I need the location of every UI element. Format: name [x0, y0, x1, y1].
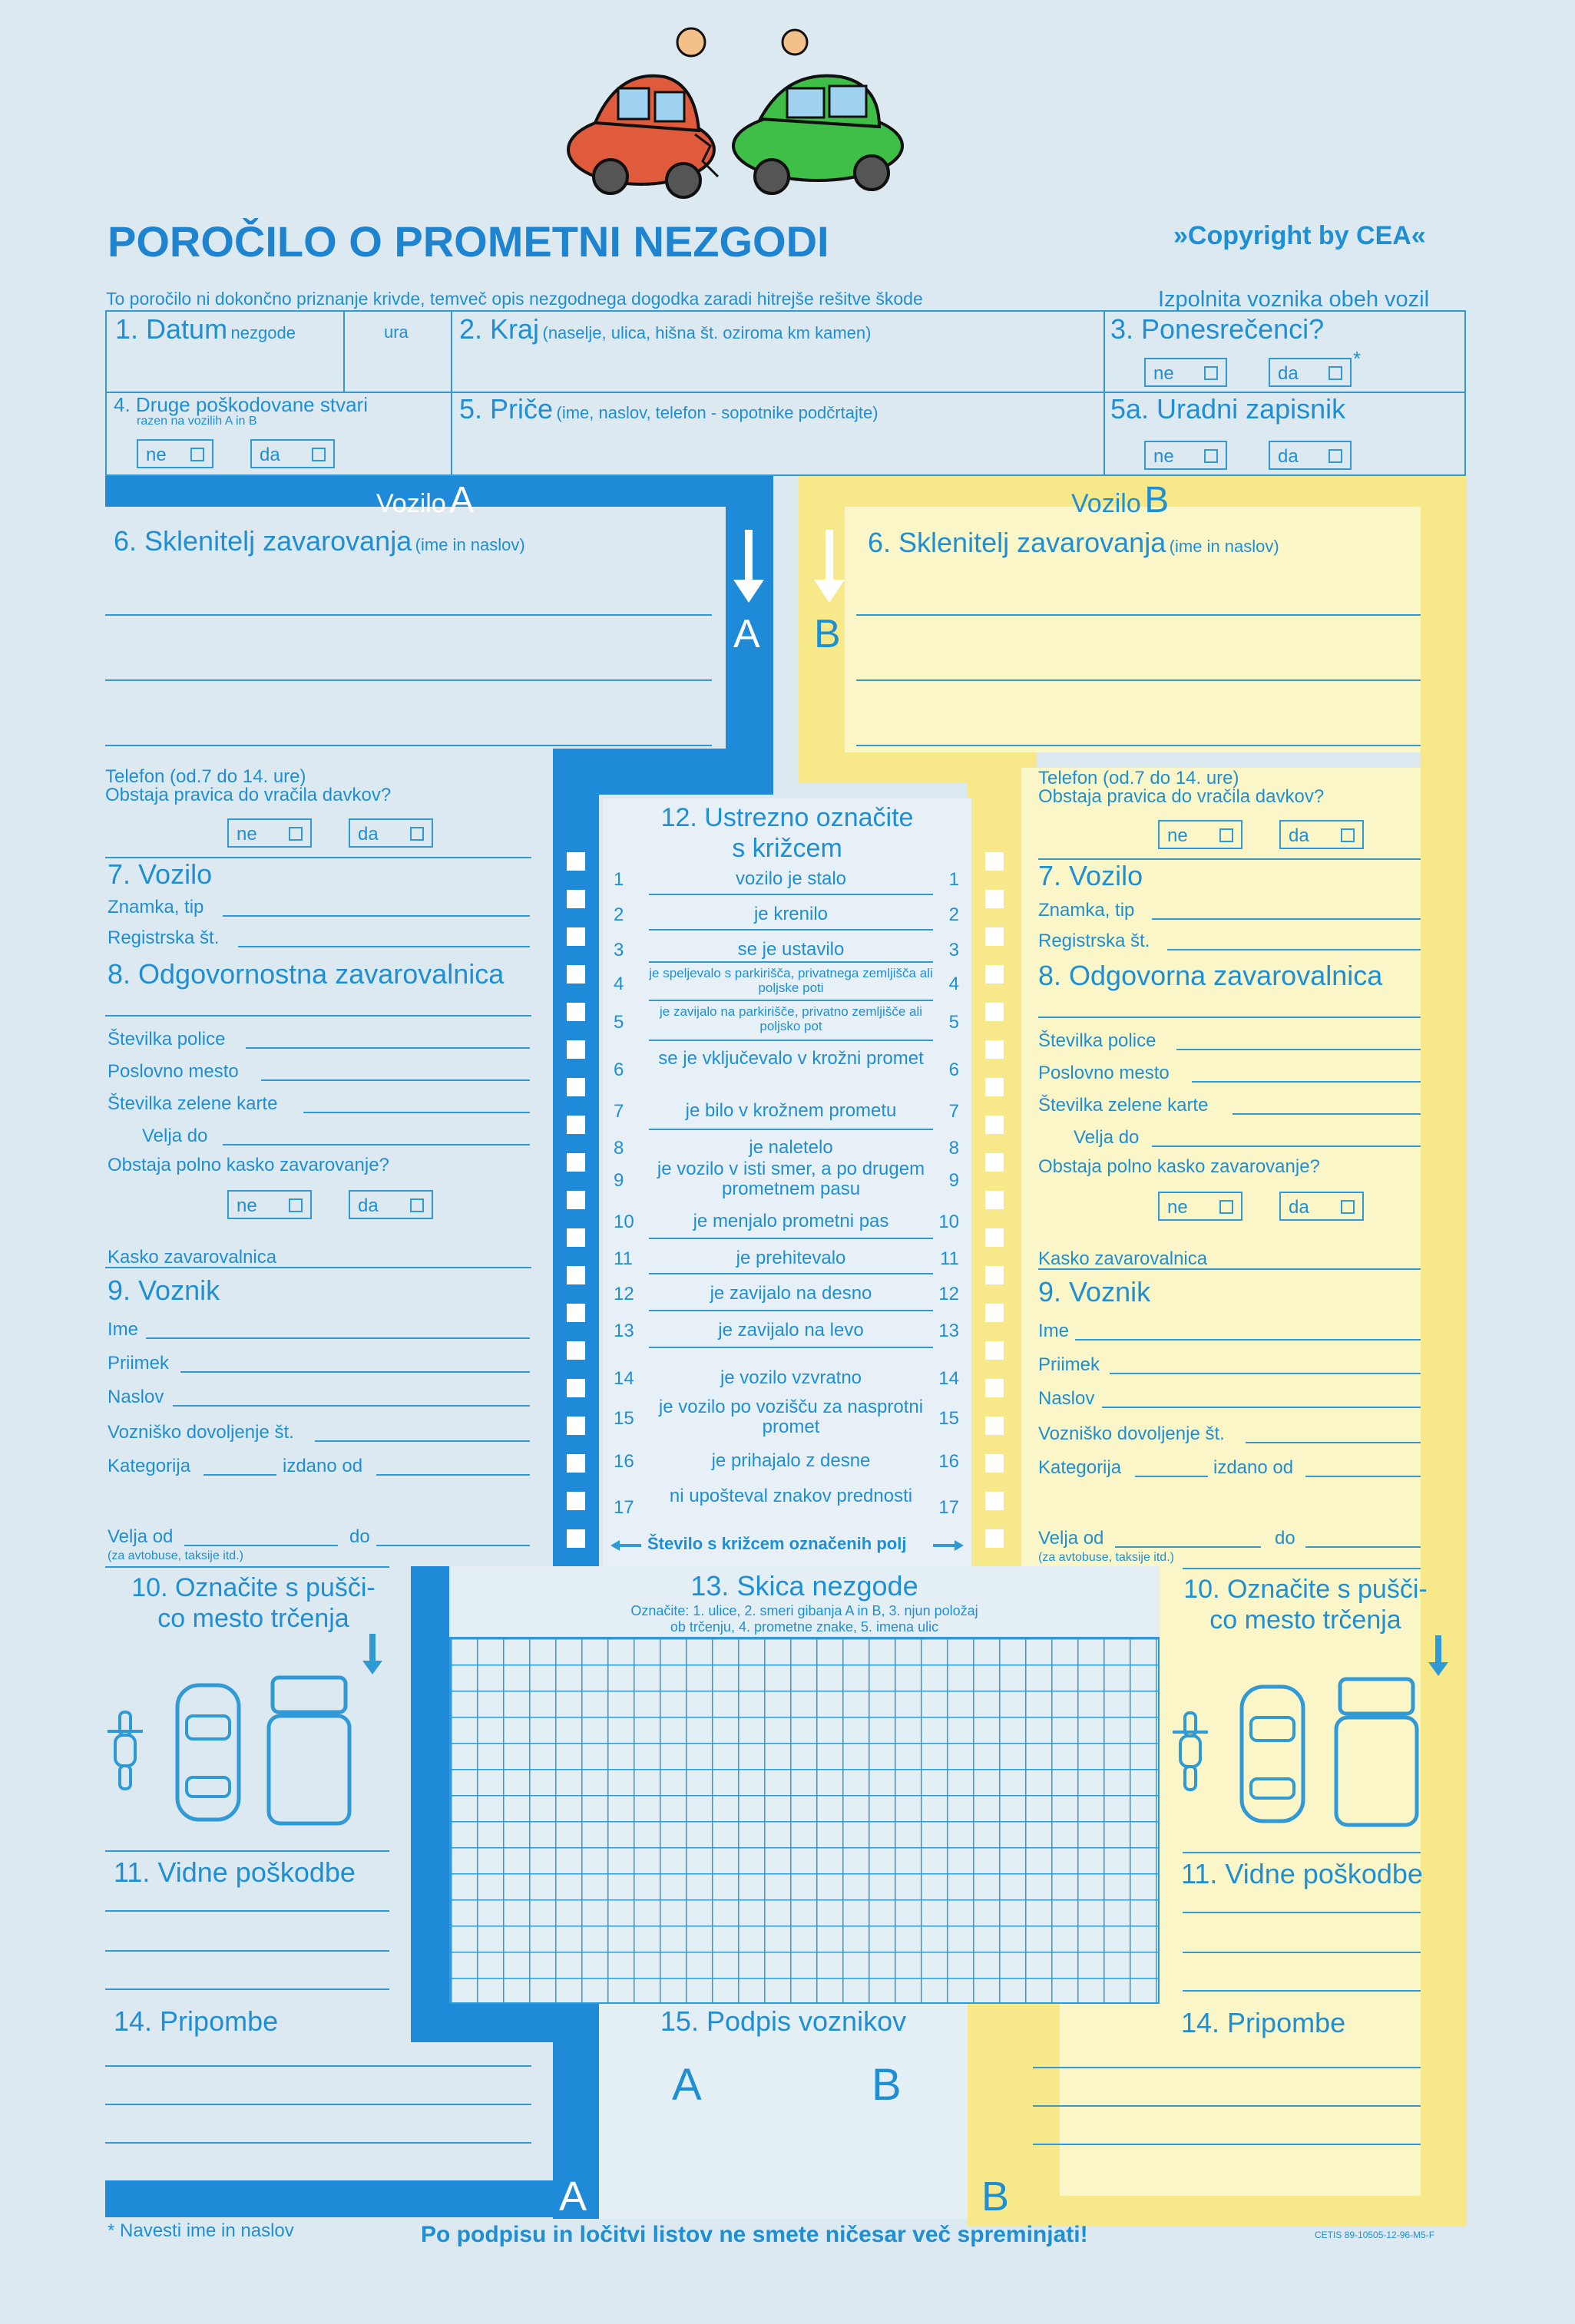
a-impact-arrow-icon: [361, 1634, 384, 1676]
b-vat-no-checkbox[interactable]: ne: [1158, 820, 1242, 849]
b-visible-damage: 11. Vidne poškodbe: [1181, 1858, 1423, 1889]
band-letter-b: B: [981, 2174, 1010, 2220]
a-address-label: Naslov: [108, 1387, 164, 1407]
b-green-card-label: Številka zelene karte: [1038, 1095, 1209, 1116]
field-5a-official-record: 5a. Uradni zapisnik: [1110, 393, 1346, 425]
a-vehicle-section: 7. Vozilo: [108, 858, 213, 890]
circumstance-6[interactable]: 6 se je vključevalo v krožni promet 6: [614, 1048, 959, 1080]
sketch-title: 13. Skica nezgode: [690, 1570, 918, 1602]
circumstance-15[interactable]: 15 je vozilo po vozišču za nasprotni promet 15: [614, 1397, 959, 1437]
b-motorcycle-icon[interactable]: [1171, 1709, 1209, 1793]
arrow-left-icon: [610, 1540, 641, 1551]
signature-a-field[interactable]: A: [672, 2060, 702, 2110]
a-kasko-no-checkbox[interactable]: ne: [227, 1190, 312, 1219]
circumstance-17[interactable]: 17 ni upošteval znakov prednosti 17: [614, 1486, 959, 1518]
circumstance-16[interactable]: 16 je prihajalo z desne 16: [614, 1450, 959, 1472]
a-surname-label: Priimek: [108, 1353, 170, 1374]
arrow-right-icon: [933, 1540, 964, 1551]
a-reg-label: Registrska št.: [108, 927, 220, 948]
b-vat-yes-checkbox[interactable]: da: [1279, 820, 1364, 849]
injured-yes-checkbox[interactable]: da: [1269, 358, 1352, 387]
disclaimer-text: To poročilo ni dokončno priznanje krivde, temveč opis nezgodnega dogodka zaradi hitrejše rešitve škode: [106, 289, 923, 309]
circumstance-14[interactable]: 14 je vozilo vzvratno 14: [614, 1367, 959, 1389]
a-valid-label: Velja do: [142, 1126, 208, 1146]
b-vehicle-section: 7. Vozilo: [1038, 860, 1143, 891]
a-truck-icon[interactable]: [265, 1674, 353, 1827]
field-4-sub: razen na vozilih A in B: [137, 415, 257, 428]
b-issued-label: izdano od: [1213, 1457, 1294, 1478]
b-car-icon[interactable]: [1238, 1683, 1307, 1825]
b-driver-section: 9. Voznik: [1038, 1276, 1151, 1307]
circumstances-title: 12. Ustrezno označite s križcem: [660, 803, 914, 863]
a-green-card-label: Številka zelene karte: [108, 1093, 278, 1114]
a-insurer-section: 8. Odgovornostna zavarovalnica: [108, 958, 505, 990]
circumstance-12[interactable]: 12 je zavijalo na desno 12: [614, 1283, 959, 1304]
a-impact-point-title: 10. Označite s pušči- co mesto trčenja: [131, 1573, 376, 1633]
field-1-date[interactable]: 1. Datum nezgode: [115, 313, 296, 345]
circumstance-4[interactable]: 4 je speljevalo s parkirišča, privatnega zemljišča ali poljske poti 4: [614, 966, 959, 995]
arrow-down-b-icon: [810, 530, 849, 607]
injured-no-checkbox[interactable]: ne: [1144, 358, 1227, 387]
b-category-label: Kategorija: [1038, 1457, 1122, 1478]
b-name-label: Ime: [1038, 1321, 1070, 1341]
a-bus-note: (za avtobuse, taksije itd.): [108, 1549, 243, 1562]
b-surname-label: Priimek: [1038, 1354, 1100, 1375]
b-vat-question: Obstaja pravica do vračila davkov?: [1038, 786, 1325, 807]
sketch-note: Označite: 1. ulice, 2. smeri gibanja A in B, 3. njun položaj ob trčenju, 4. prometne znake, 5. imena ulic: [630, 1603, 978, 1635]
band-letter-a: A: [559, 2174, 587, 2220]
a-phone[interactable]: Telefon (od.7 do 14. ure): [105, 766, 306, 787]
a-kasko-insurer-label: Kasko zavarovalnica: [108, 1247, 277, 1268]
circumstance-9[interactable]: 9 je vozilo v isti smer, a po drugem prometnem pasu 9: [614, 1159, 959, 1199]
a-policy-label: Številka police: [108, 1029, 226, 1050]
marked-count-label: Število s križcem označenih polj: [647, 1534, 907, 1553]
a-driver-section: 9. Voznik: [108, 1274, 220, 1306]
field-3-injured: 3. Ponesrečenci?: [1110, 313, 1325, 345]
circumstance-2[interactable]: 2 je krenilo 2: [614, 904, 959, 925]
a-policyholder[interactable]: 6. Sklenitelj zavarovanja (ime in naslov): [114, 525, 525, 557]
other-damage-no-checkbox[interactable]: ne: [137, 439, 213, 468]
b-policy-label: Številka police: [1038, 1030, 1156, 1051]
b-kasko-insurer-label: Kasko zavarovalnica: [1038, 1248, 1208, 1269]
circumstance-11[interactable]: 11 je prehitevalo 11: [614, 1248, 959, 1269]
b-impact-point-title: 10. Označite s pušči- co mesto trčenja: [1183, 1575, 1428, 1635]
footer-note: * Navesti ime in naslov: [108, 2220, 294, 2241]
b-policyholder[interactable]: 6. Sklenitelj zavarovanja (ime in naslov): [868, 527, 1279, 558]
a-kasko-yes-checkbox[interactable]: da: [349, 1190, 433, 1219]
crashed-cars-illustration: [564, 23, 925, 207]
b-phone[interactable]: Telefon (od.7 do 14. ure): [1038, 768, 1239, 788]
sketch-panel: [449, 1566, 1160, 2004]
a-to-label: do: [349, 1526, 370, 1547]
field-2-place[interactable]: 2. Kraj (naselje, ulica, hišna št. oziroma km kamen): [459, 313, 872, 345]
a-kasko-question: Obstaja polno kasko zavarovanje?: [108, 1155, 389, 1175]
vehicle-a-letter-marker: A: [733, 612, 760, 656]
b-reg-label: Registrska št.: [1038, 931, 1150, 951]
a-license-label: Vozniško dovoljenje št.: [108, 1422, 294, 1443]
vehicle-a-header: Vozilo A: [376, 480, 475, 521]
circumstance-8[interactable]: 8 je naletelo 8: [614, 1137, 959, 1159]
b-bus-note: (za avtobuse, taksije itd.): [1038, 1551, 1174, 1564]
signature-b-field[interactable]: B: [872, 2060, 902, 2110]
field-1-time[interactable]: ura: [384, 322, 409, 342]
b-kasko-yes-checkbox[interactable]: da: [1279, 1192, 1364, 1221]
a-motorcycle-icon[interactable]: [106, 1708, 144, 1793]
marked-count-row[interactable]: [610, 1534, 964, 1557]
b-license-label: Vozniško dovoljenje št.: [1038, 1423, 1225, 1444]
vehicle-b-header: Vozilo B: [1071, 480, 1170, 521]
b-impact-arrow-icon: [1427, 1635, 1450, 1678]
sketch-grid[interactable]: [449, 1637, 1160, 2004]
field-4-other-damage: 4. Druge poškodovane stvari: [114, 393, 368, 416]
copyright-label: »Copyright by CEA«: [1173, 221, 1426, 250]
signature-title: 15. Podpis voznikov: [660, 2005, 907, 2037]
b-insurer-section: 8. Odgovorna zavarovalnica: [1038, 960, 1383, 991]
other-damage-yes-checkbox[interactable]: da: [250, 439, 335, 468]
b-remarks: 14. Pripombe: [1181, 2007, 1346, 2038]
arrow-down-a-icon: [730, 530, 768, 607]
b-truck-icon[interactable]: [1332, 1675, 1421, 1829]
a-issued-label: izdano od: [283, 1456, 363, 1476]
field-5-witnesses[interactable]: 5. Priče (ime, naslov, telefon - sopotnike podčrtajte): [459, 393, 878, 425]
record-yes-checkbox[interactable]: da: [1269, 441, 1352, 470]
circumstance-13[interactable]: 13 je zavijalo na levo 13: [614, 1320, 959, 1341]
a-make-label: Znamka, tip: [108, 897, 204, 917]
a-office-label: Poslovno mesto: [108, 1061, 239, 1082]
signature-panel: [599, 2004, 968, 2219]
a-vat-question: Obstaja pravica do vračila davkov?: [105, 785, 392, 805]
circumstance-5[interactable]: 5 je zavijalo na parkirišče, privatno zemljišče ali poljsko pot 5: [614, 1004, 959, 1033]
b-kasko-question: Obstaja polno kasko zavarovanje?: [1038, 1156, 1320, 1177]
a-category-label: Kategorija: [108, 1456, 191, 1476]
b-to-label: do: [1275, 1528, 1295, 1549]
a-remarks: 14. Pripombe: [114, 2005, 279, 2037]
b-kasko-no-checkbox[interactable]: ne: [1158, 1192, 1242, 1221]
circumstance-7[interactable]: 7 je bilo v krožnem prometu 7: [614, 1100, 959, 1122]
b-valid-label: Velja do: [1074, 1127, 1140, 1148]
circumstance-1[interactable]: 1 vozilo je stalo 1: [614, 868, 959, 890]
b-office-label: Poslovno mesto: [1038, 1063, 1170, 1083]
yellow-strip-dots: [985, 852, 1004, 1567]
circumstance-10[interactable]: 10 je menjalo prometni pas 10: [614, 1211, 959, 1232]
b-address-label: Naslov: [1038, 1388, 1095, 1409]
a-visible-damage: 11. Vidne poškodbe: [114, 1856, 356, 1888]
both-drivers-note: Izpolnita voznika obeh vozil: [1158, 287, 1430, 312]
b-make-label: Znamka, tip: [1038, 900, 1135, 921]
a-valid-from-label: Velja od: [108, 1526, 174, 1547]
a-name-label: Ime: [108, 1319, 139, 1340]
page-title: POROČILO O PROMETNI NEZGODI: [108, 217, 829, 266]
footer-code: CETIS 89-10505-12-96-M5-F: [1315, 2230, 1435, 2240]
a-vat-no-checkbox[interactable]: ne: [227, 818, 312, 848]
a-vat-yes-checkbox[interactable]: da: [349, 818, 433, 848]
b-valid-from-label: Velja od: [1038, 1528, 1104, 1549]
record-no-checkbox[interactable]: ne: [1144, 441, 1227, 470]
a-car-icon[interactable]: [174, 1681, 243, 1823]
vehicle-b-letter-marker: B: [814, 612, 841, 656]
asterisk-mark: *: [1353, 347, 1362, 370]
circumstance-3[interactable]: 3 se je ustavilo 3: [614, 939, 959, 960]
blue-strip-dots: [567, 852, 585, 1567]
circumstances-panel: [603, 798, 971, 1566]
footer-warning: Po podpisu in ločitvi listov ne smete ničesar več spreminjati!: [421, 2222, 1088, 2247]
